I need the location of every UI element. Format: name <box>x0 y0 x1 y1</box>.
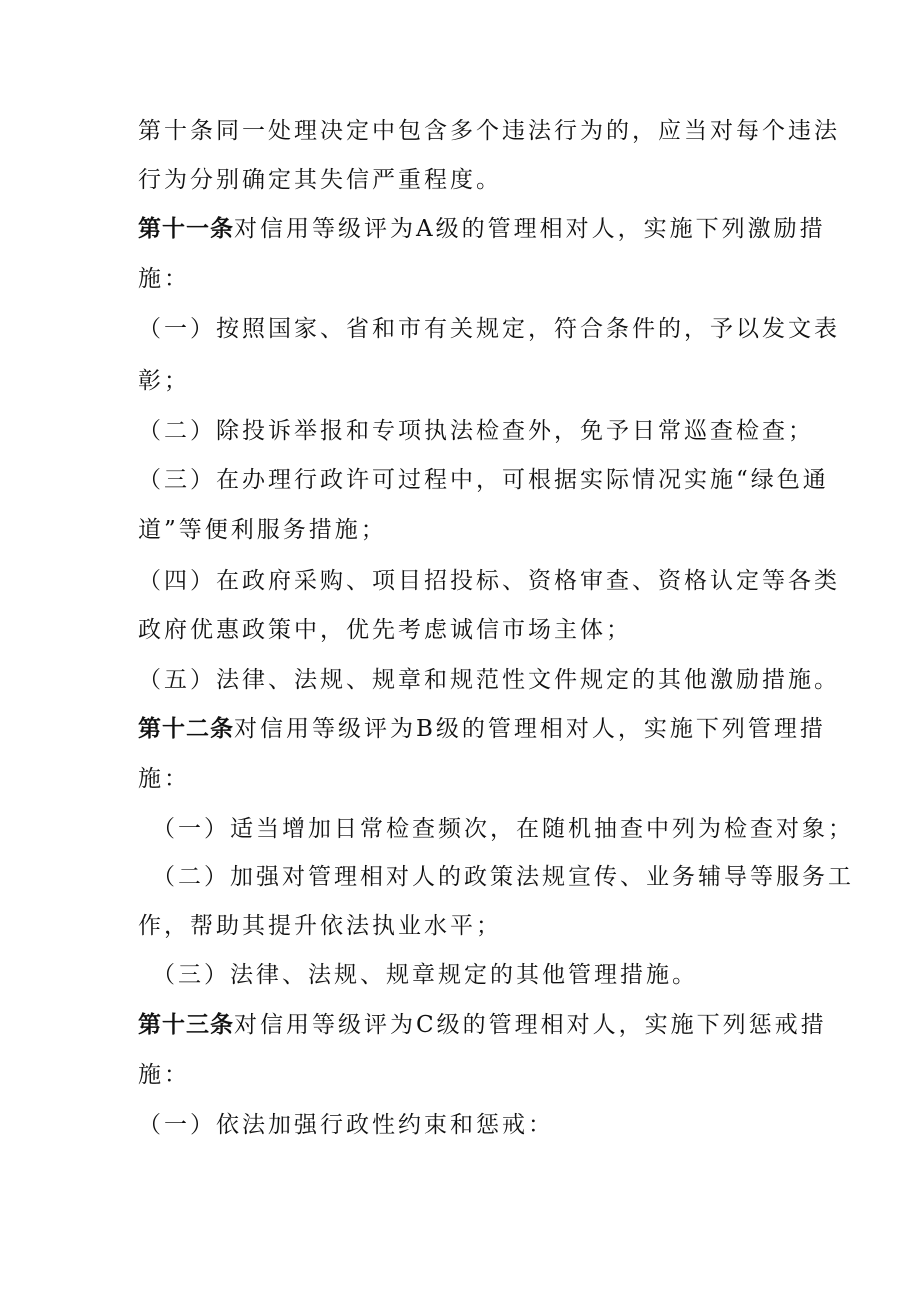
article-11-line-1 <box>138 214 826 244</box>
article-11-item-2: （二）除投诉举报和专项执法检查外，免予日常巡查检查； <box>138 418 814 444</box>
article-11-item-5: （五）法律、法规、规章和规范性文件规定的其他激励措施。 <box>138 667 840 693</box>
article-13-line-1 <box>138 1010 827 1040</box>
article-12-item-1: （一）适当增加日常检查频次，在随机抽查中列为检查对象； <box>152 816 854 842</box>
article-13-item-1: （一）依法加强行政性约束和惩戒： <box>138 1112 554 1138</box>
article-12-line-1 <box>138 714 826 744</box>
article-10-line-1: 第十条同一处理决定中包含多个违法行为的，应当对每个违法 <box>138 118 840 144</box>
article-12-item-3: （三）法律、法规、规章规定的其他管理措施。 <box>152 962 698 988</box>
article-11-item-3: （三）在办理行政许可过程中，可根据实际情况实施“绿色通 <box>138 467 829 493</box>
article-11-line-2: 施： <box>138 266 190 292</box>
article-11-intro: 对信用等级评为A级的管理相对人，实施下列激励措 <box>234 216 826 242</box>
article-11-item-4-cont: 政府优惠政策中，优先考虑诚信市场主体； <box>138 617 632 643</box>
article-12-item-2-cont: 作，帮助其提升依法执业水平； <box>138 913 502 939</box>
article-13-line-2: 施： <box>138 1062 190 1088</box>
article-12-item-2: （二）加强对管理相对人的政策法规宣传、业务辅导等服务工 <box>152 864 854 890</box>
article-12-line-2: 施： <box>138 766 190 792</box>
article-11-item-1-cont: 彰； <box>138 368 190 394</box>
article-12-heading: 第十二条 <box>138 715 234 742</box>
article-11-item-3-cont: 道”等便利服务措施； <box>138 517 387 543</box>
article-13-heading: 第十三条 <box>138 1011 234 1038</box>
article-12-intro: 对信用等级评为B级的管理相对人，实施下列管理措 <box>234 716 826 742</box>
article-11-item-4: （四）在政府采购、项目招投标、资格审查、资格认定等各类 <box>138 568 840 594</box>
article-13-intro: 对信用等级评为C级的管理相对人，实施下列惩戒措 <box>234 1012 827 1038</box>
article-11-item-1: （一）按照国家、省和市有关规定，符合条件的，予以发文表 <box>138 316 840 342</box>
article-10-line-2: 行为分别确定其失信严重程度。 <box>138 167 502 193</box>
article-11-heading: 第十一条 <box>138 215 234 242</box>
